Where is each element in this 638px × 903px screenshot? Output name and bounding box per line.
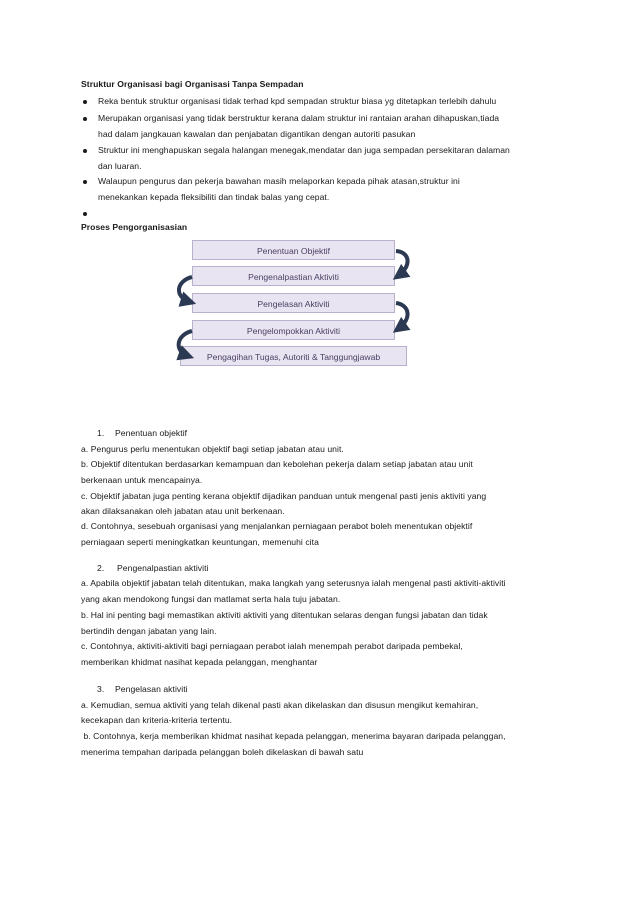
diagram-box-3: Pengelasan Aktiviti <box>192 293 395 313</box>
item-1-number: 1. <box>97 428 105 438</box>
item-1-line: c. Objektif jabatan juga penting kerana objektif dijadikan panduan untuk mengenal pasti jenis aktiviti yang <box>81 491 487 501</box>
item-2-line: b. Hal ini penting bagi memastikan aktiviti aktiviti yang ditentukan selaras dengan fungsi jabatan dan tidak <box>81 610 488 620</box>
bullet-2-line-2: had dalam jangkauan kawalan dan penjabatan digantikan dengan autoriti pasukan <box>98 129 416 139</box>
section-heading-proses: Proses Pengorganisasian <box>81 222 188 232</box>
item-2-line: a. Apabila objektif jabatan telah ditentukan, maka langkah yang seterusnya ialah mengenal pasti aktiviti-aktiviti <box>81 578 506 588</box>
item-2-line: memberikan khidmat nasihat kepada pelanggan, menghantar <box>81 657 318 667</box>
item-2-line: yang akan mendokong fungsi dan matlamat serta hala tuju jabatan. <box>81 594 341 604</box>
section-heading-struktur: Struktur Organisasi bagi Organisasi Tanpa Sempadan <box>81 79 304 89</box>
diagram-box-2: Pengenalpastian Aktiviti <box>192 266 395 286</box>
bullet-3-line-2: dan luaran. <box>98 161 142 171</box>
bullet-3-line-1: Struktur ini menghapuskan segala halangan menegak,mendatar dan juga sempadan persekitaran dalaman <box>98 145 510 155</box>
item-1-line: berkenaan untuk mencapainya. <box>81 475 203 485</box>
item-1-line: perniagaan seperti meningkatkan keuntungan, memenuhi cita <box>81 537 319 547</box>
bullet-4-line-1: Walaupun pengurus dan pekerja bawahan masih melaporkan kepada pihak atasan,struktur ini <box>98 176 460 186</box>
bullet-1-line-1: Reka bentuk struktur organisasi tidak terhad kpd sempadan struktur biasa yg ditetapkan terlebih dahulu <box>98 96 497 106</box>
arrow-left-2 <box>179 331 192 356</box>
diagram-box-5: Pengagihan Tugas, Autoriti & Tanggungjawab <box>180 346 407 366</box>
item-3-line: menerima tempahan daripada pelanggan boleh dikelaskan di bawah satu <box>81 747 364 757</box>
item-1-line: akan dilaksanakan oleh jabatan atau unit berkenaan. <box>81 506 285 516</box>
diagram-box-1: Penentuan Objektif <box>192 240 395 260</box>
arrow-right-1 <box>396 251 408 276</box>
item-2-title: Pengenalpastian aktiviti <box>117 563 209 573</box>
item-2-number: 2. <box>97 563 105 573</box>
item-1-line: d. Contohnya, sesebuah organisasi yang menjalankan perniagaan perabot boleh menentukan objektif <box>81 521 473 531</box>
arrow-left-1 <box>179 277 192 302</box>
arrow-right-2 <box>396 303 408 329</box>
item-2-line: bertindih dengan jabatan yang lain. <box>81 626 217 636</box>
bullet-2-line-1: Merupakan organisasi yang tidak berstruktur kerana dalam struktur ini rantaian arahan dihapuskan,tiada <box>98 113 500 123</box>
item-1-line: a. Pengurus perlu menentukan objektif bagi setiap jabatan atau unit. <box>81 444 344 454</box>
item-3-number: 3. <box>97 684 105 694</box>
item-3-title: Pengelasan aktiviti <box>115 684 188 694</box>
item-1-line: b. Objektif ditentukan berdasarkan kemampuan dan kebolehan pekerja dalam setiap jabatan atau unit <box>81 459 473 469</box>
item-2-line: c. Contohnya, aktiviti-aktiviti bagi perniagaan perabot ialah menempah perabot daripada pembekal, <box>81 641 463 651</box>
bullet-4-line-2: menekankan kepada fleksibiliti dan tindak balas yang cepat. <box>98 192 330 202</box>
item-3-line: kecekapan dan kriteria-kriteria tertentu. <box>81 715 233 725</box>
item-3-line: a. Kemudian, semua aktiviti yang telah dikenal pasti akan dikelaskan dan disusun mengikut kemahiran, <box>81 700 479 710</box>
diagram-box-4: Pengelompokkan Aktiviti <box>192 320 395 340</box>
item-3-line: b. Contohnya, kerja memberikan khidmat nasihat kepada pelanggan, menerima bayaran daripada pelanggan, <box>81 731 506 741</box>
item-1-title: Penentuan objektif <box>115 428 188 438</box>
